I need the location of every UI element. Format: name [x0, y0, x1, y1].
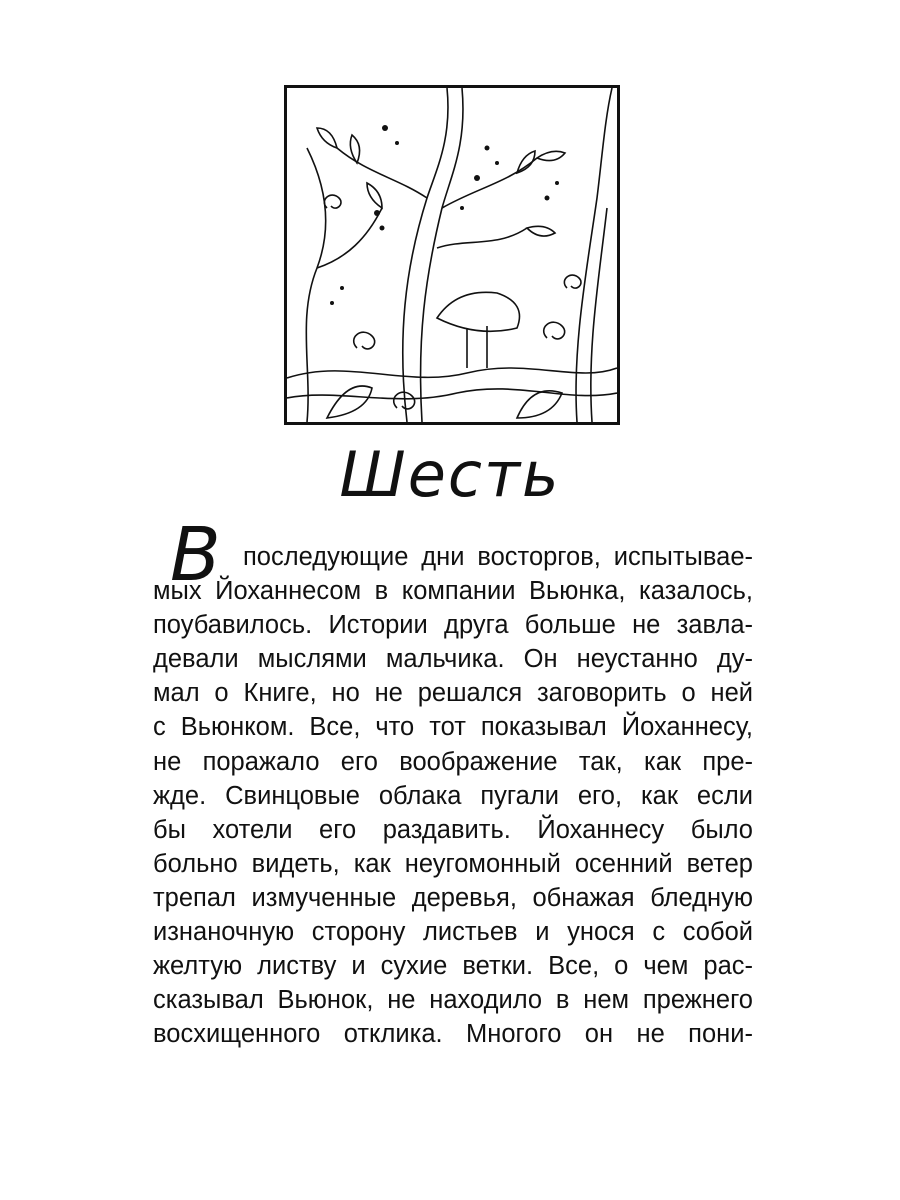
text-line: изнаночную сторону листьев и унося с собой — [153, 918, 753, 947]
text-line: поубавилось. Истории друга больше не завла- — [153, 611, 753, 640]
text-line: девали мыслями мальчика. Он неустанно ду- — [153, 645, 753, 674]
text-line: не поражало его воображение так, как пре- — [153, 747, 753, 776]
body-text — [153, 540, 753, 1051]
text-line: мал о Книге, но не решался заговорить о ней — [153, 679, 753, 708]
text-line: мых Йоханнесом в компании Вьюнка, казалось, — [153, 577, 753, 606]
text-line: бы хотели его раздавить. Йоханнесу было — [153, 815, 753, 844]
forest-illustration — [284, 85, 620, 425]
text-line: желтую листву и сухие ветки. Все, о чем рас- — [153, 952, 753, 981]
text-line: больно видеть, как неугомонный осенний ветер — [153, 849, 753, 878]
text-line: сказывал Вьюнок, не находило в нем прежнего — [153, 986, 753, 1015]
drop-cap: В — [170, 512, 221, 598]
forest-illustration-icon — [287, 88, 617, 422]
text-line: восхищенного отклика. Многого он не пони- — [153, 1020, 753, 1049]
text-line: трепал измученные деревья, обнажая бледную — [153, 883, 753, 912]
chapter-title: Шесть — [339, 438, 561, 511]
text-line: жде. Свинцовые облака пугали его, как если — [153, 781, 753, 810]
text-line: с Вьюнком. Все, что тот показывал Йоханнесу, — [153, 713, 753, 742]
text-line: последующие дни восторгов, испытывае- — [243, 543, 753, 571]
